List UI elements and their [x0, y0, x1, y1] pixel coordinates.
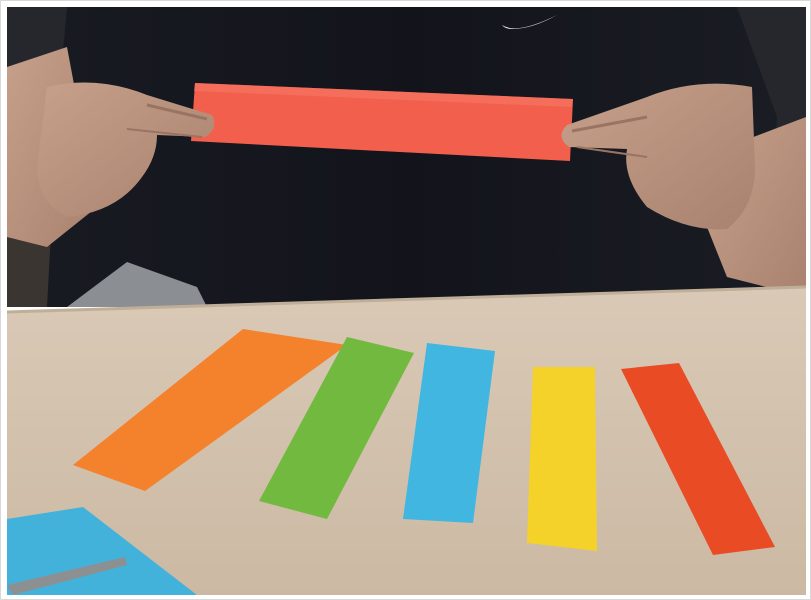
photo [7, 7, 806, 595]
strip-yellow [527, 367, 597, 551]
